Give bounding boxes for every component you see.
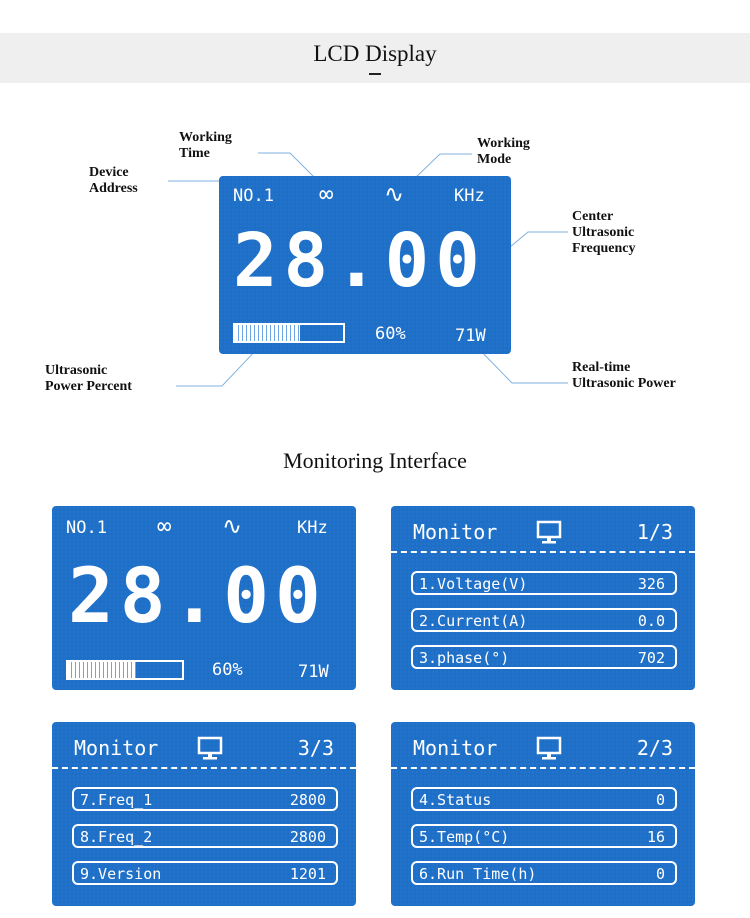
lcd-main: [219, 176, 511, 354]
row-label: 3.phase(°): [419, 649, 510, 667]
power-watts: 71W: [298, 662, 329, 682]
sine-wave-icon: ∿: [384, 180, 405, 208]
divider: [52, 767, 356, 769]
row-value: 0.0: [637, 612, 665, 630]
lcd-monitor-home: [52, 506, 356, 690]
row-label: 4.Status: [419, 791, 492, 809]
device-address: NO.1: [66, 518, 107, 538]
infinity-icon: ∞: [319, 180, 334, 208]
infinity-icon: ∞: [157, 512, 172, 540]
monitor-row: [411, 645, 677, 669]
monitor-row: [72, 787, 338, 811]
row-value: 1201: [289, 865, 326, 883]
monitor-panel-frequency: [52, 722, 356, 906]
row-value: 326: [637, 575, 665, 593]
power-bar-fill: [235, 325, 300, 341]
device-address: NO.1: [233, 186, 274, 206]
power-bar: [233, 323, 345, 343]
power-watts: 71W: [455, 326, 486, 346]
annotation-working-mode: Working Mode: [477, 136, 530, 167]
row-value: 16: [646, 828, 665, 846]
monitor-row: [72, 861, 338, 885]
power-bar: [66, 660, 184, 680]
monitor-panel-status: [391, 722, 695, 906]
row-value: 702: [637, 649, 665, 667]
row-label: 5.Temp(°C): [419, 828, 510, 846]
monitor-title: Monitor: [413, 520, 498, 544]
monitor-title: Monitor: [74, 736, 159, 760]
divider: [391, 767, 695, 769]
row-label: 9.Version: [80, 865, 162, 883]
row-label: 6.Run Time(h): [419, 865, 537, 883]
frequency-readout: 28.00: [68, 551, 327, 640]
monitor-row: [411, 861, 677, 885]
unit-label: KHz: [297, 518, 328, 538]
row-value: 0: [655, 865, 665, 883]
annotation-center-frequency: Center Ultrasonic Frequency: [572, 209, 636, 256]
page-title: LCD Display: [313, 41, 437, 66]
annotation-working-time: Working Time: [179, 130, 232, 161]
sine-wave-icon: ∿: [222, 512, 243, 540]
row-label: 7.Freq_1: [80, 791, 153, 809]
row-label: 2.Current(A): [419, 612, 528, 630]
monitor-row: [72, 824, 338, 848]
annotation-realtime-power: Real-time Ultrasonic Power: [572, 360, 676, 391]
monitor-row: [411, 787, 677, 811]
row-value: 2800: [289, 791, 326, 809]
power-bar-fill: [68, 662, 136, 678]
unit-label: KHz: [454, 186, 485, 206]
annotation-device-address: Device Address: [89, 165, 138, 196]
monitor-icon: [536, 520, 562, 544]
row-value: 2800: [289, 828, 326, 846]
monitor-title: Monitor: [413, 736, 498, 760]
monitor-row: [411, 824, 677, 848]
monitor-page: 1/3: [636, 520, 673, 544]
section-title: Monitoring Interface: [283, 448, 467, 473]
divider: [391, 551, 695, 553]
monitor-icon: [536, 736, 562, 760]
power-percent: 60%: [375, 324, 406, 344]
power-percent: 60%: [212, 660, 243, 680]
monitor-row: [411, 571, 677, 595]
row-label: 8.Freq_2: [80, 828, 153, 846]
frequency-readout: 28.00: [233, 218, 486, 304]
monitor-panel-voltage: [391, 506, 695, 690]
monitor-page: 3/3: [297, 736, 334, 760]
annotation-power-percent: Ultrasonic Power Percent: [45, 363, 132, 394]
row-value: 0: [655, 791, 665, 809]
monitor-page: 2/3: [636, 736, 673, 760]
monitor-row: [411, 608, 677, 632]
monitor-icon: [197, 736, 223, 760]
row-label: 1.Voltage(V): [419, 575, 528, 593]
